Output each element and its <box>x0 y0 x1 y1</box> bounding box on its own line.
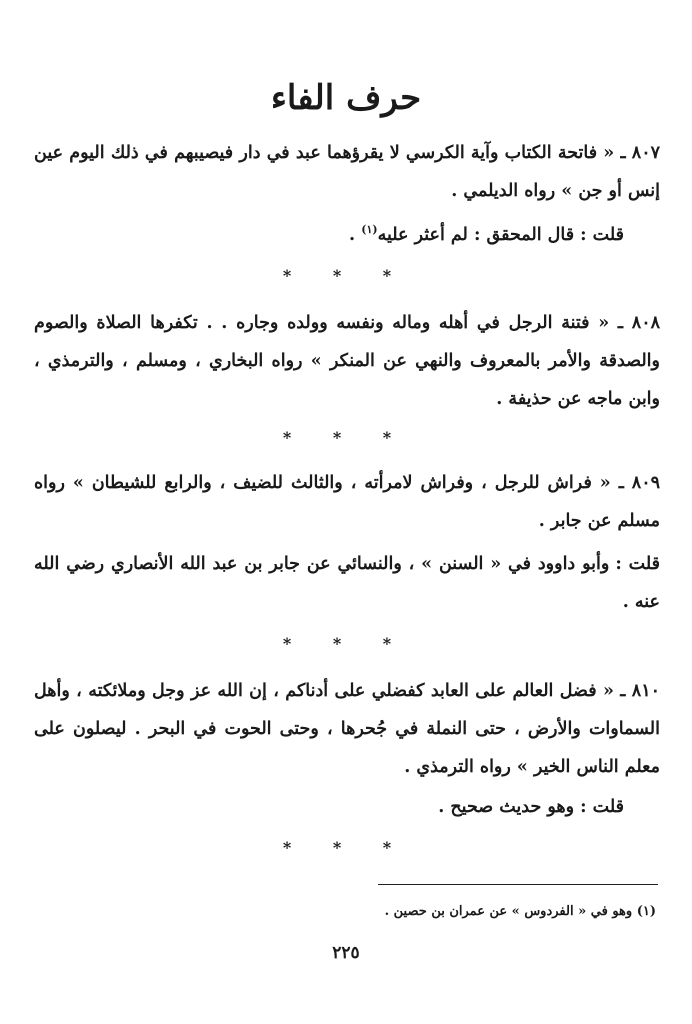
note-label: قلت : <box>615 554 660 574</box>
note-label: قلت : <box>580 225 624 245</box>
note-text: وأبو داوود في « السنن » ، والنسائي عن جابر بن عبد الله الأنصاري رضي الله عنه . <box>34 554 660 612</box>
footnote-ref: (١) <box>361 223 378 237</box>
note-809 <box>34 545 660 621</box>
separator: * * * <box>282 428 410 447</box>
hadith-808: ٨٠٨ ـ « فتنة الرجل في أهله وماله ونفسه وولده وجاره . . تكفرها الصلاة والصوم والصدقة والأمر بالمعروف والنهي عن المنكر » رواه البخاري ، ومسلم ، والترمذي ، وابن ماجه عن حذيفة . <box>34 313 660 409</box>
separator: * * * <box>282 266 410 285</box>
note-810 <box>34 788 624 826</box>
hadith-809: ٨٠٩ ـ « فراش للرجل ، وفراش لامرأته ، والثالث للضيف ، والرابع للشيطان » رواه مسلم عن جابر . <box>34 473 660 531</box>
footnote-divider <box>378 884 658 885</box>
hadith-810: ٨١٠ ـ « فضل العالم على العابد كفضلي على أدناكم ، إن الله عز وجل وملائكته ، وأهل السماوات والأرض ، حتى النملة في جُحرها ، وحتى الحوت في البحر . ليصلون على معلم الناس الخير » رواه الترمذي . <box>34 681 660 777</box>
note-807 <box>34 216 624 254</box>
hadith-807: ٨٠٧ ـ « فاتحة الكتاب وآية الكرسي لا يقرؤهما عبد في دار فيصيبهم في ذلك اليوم عين إنس أو جن » رواه الديلمي . <box>34 143 660 201</box>
footnote: (١) وهو في « الفردوس » عن عمران بن حصين . <box>384 904 656 919</box>
note-label: قلت : <box>580 797 624 817</box>
note-text: قال المحقق : لم أعثر عليه <box>377 225 575 245</box>
separator: * * * <box>282 838 410 857</box>
page-number: ٢٢٥ <box>332 943 360 963</box>
note-text: وهو حديث صحيح . <box>438 797 575 817</box>
chapter-heading: حرف الفاء <box>270 78 422 118</box>
note-end: . <box>349 225 362 245</box>
separator: * * * <box>282 634 410 653</box>
